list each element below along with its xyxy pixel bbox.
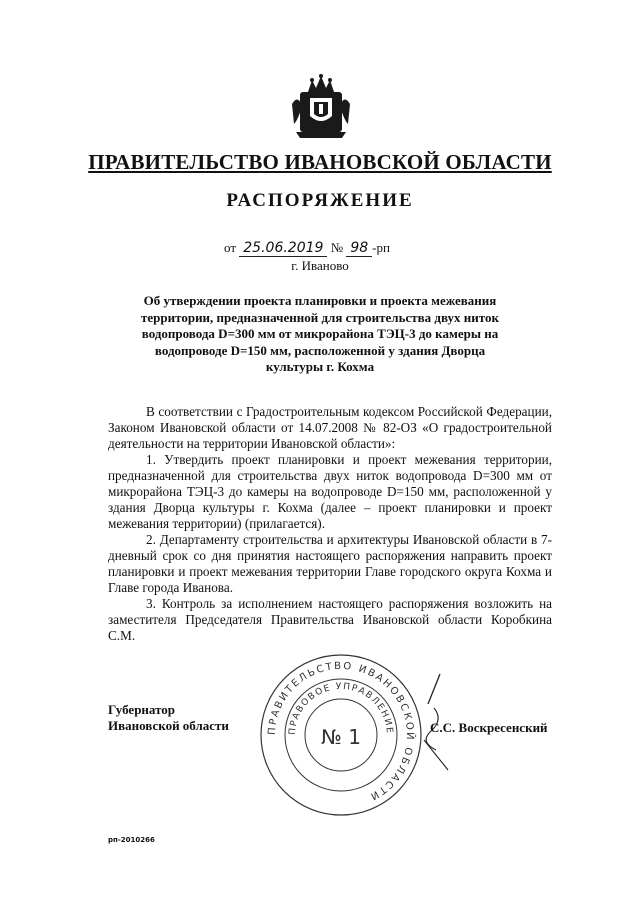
footer-code: рп-2010266: [108, 836, 155, 844]
city-line: г. Иваново: [291, 258, 349, 273]
stamp-number: № 1: [321, 725, 361, 749]
signatory-position-line2: Ивановской области: [108, 718, 229, 733]
stamp-ring-text: ПРАВИТЕЛЬСТВО ИВАНОВСКОЙ ОБЛАСТИ: [266, 660, 416, 803]
number-suffix: -рп: [372, 240, 390, 255]
document-number: 98: [350, 240, 369, 256]
signatory-position-line1: Губернатор: [108, 702, 176, 717]
document-subject: Об утверждении проекта планировки и проекта межевания территории, предназначенной для строительства двух ниток водопровода D=300 мм от микрорайона ТЭЦ-3 до камеры на водопроводе D=150 мм, расположенной у здания Дворца культуры г. Кохма: [141, 293, 499, 374]
document-body: [108, 404, 552, 644]
document-type-heading: РАСПОРЯЖЕНИЕ: [226, 190, 414, 211]
clause-3-paragraph: 3. Контроль за исполнением настоящего распоряжения возложить на заместителя Председателя Правительства Ивановской области Коробкина С.М.: [108, 596, 552, 643]
clause-1-paragraph: 1. Утвердить проект планировки и проект межевания территории, предназначенной для строительства двух ниток водопровода D=300 мм от микрорайона ТЭЦ-3 до камеры на водопроводе D=150 мм, расположенной у здания Дворца культуры г. Кохма (далее – проект планировки и проект межевания территории) (прилагается).: [108, 452, 552, 531]
date-prefix: от: [224, 240, 237, 255]
organization-title: ПРАВИТЕЛЬСТВО ИВАНОВСКОЙ ОБЛАСТИ: [88, 150, 552, 174]
stamp-inner-text: ПРАВОВОЕ УПРАВЛЕНИЕ: [287, 681, 395, 736]
number-sign: №: [330, 240, 344, 255]
preamble-paragraph: В соответствии с Градостроительным кодексом Российской Федерации, Законом Ивановской области от 14.07.2008 № 82-ОЗ «О градостроительной деятельности на территории Ивановской области»:: [108, 404, 552, 451]
document-date: 25.06.2019: [243, 240, 324, 256]
coat-of-arms-emblem: [288, 74, 354, 140]
date-number-line: [224, 240, 390, 257]
clause-2-paragraph: 2. Департаменту строительства и архитектуры Ивановской области в 7-дневный срок со дня принятия настоящего распоряжения направить проект планировки и проект межевания территории Главе городского округа Кохма и Главе города Иванова.: [108, 532, 552, 595]
signatory-name: С.С. Воскресенский: [430, 720, 548, 735]
signatory-position: [108, 702, 229, 734]
